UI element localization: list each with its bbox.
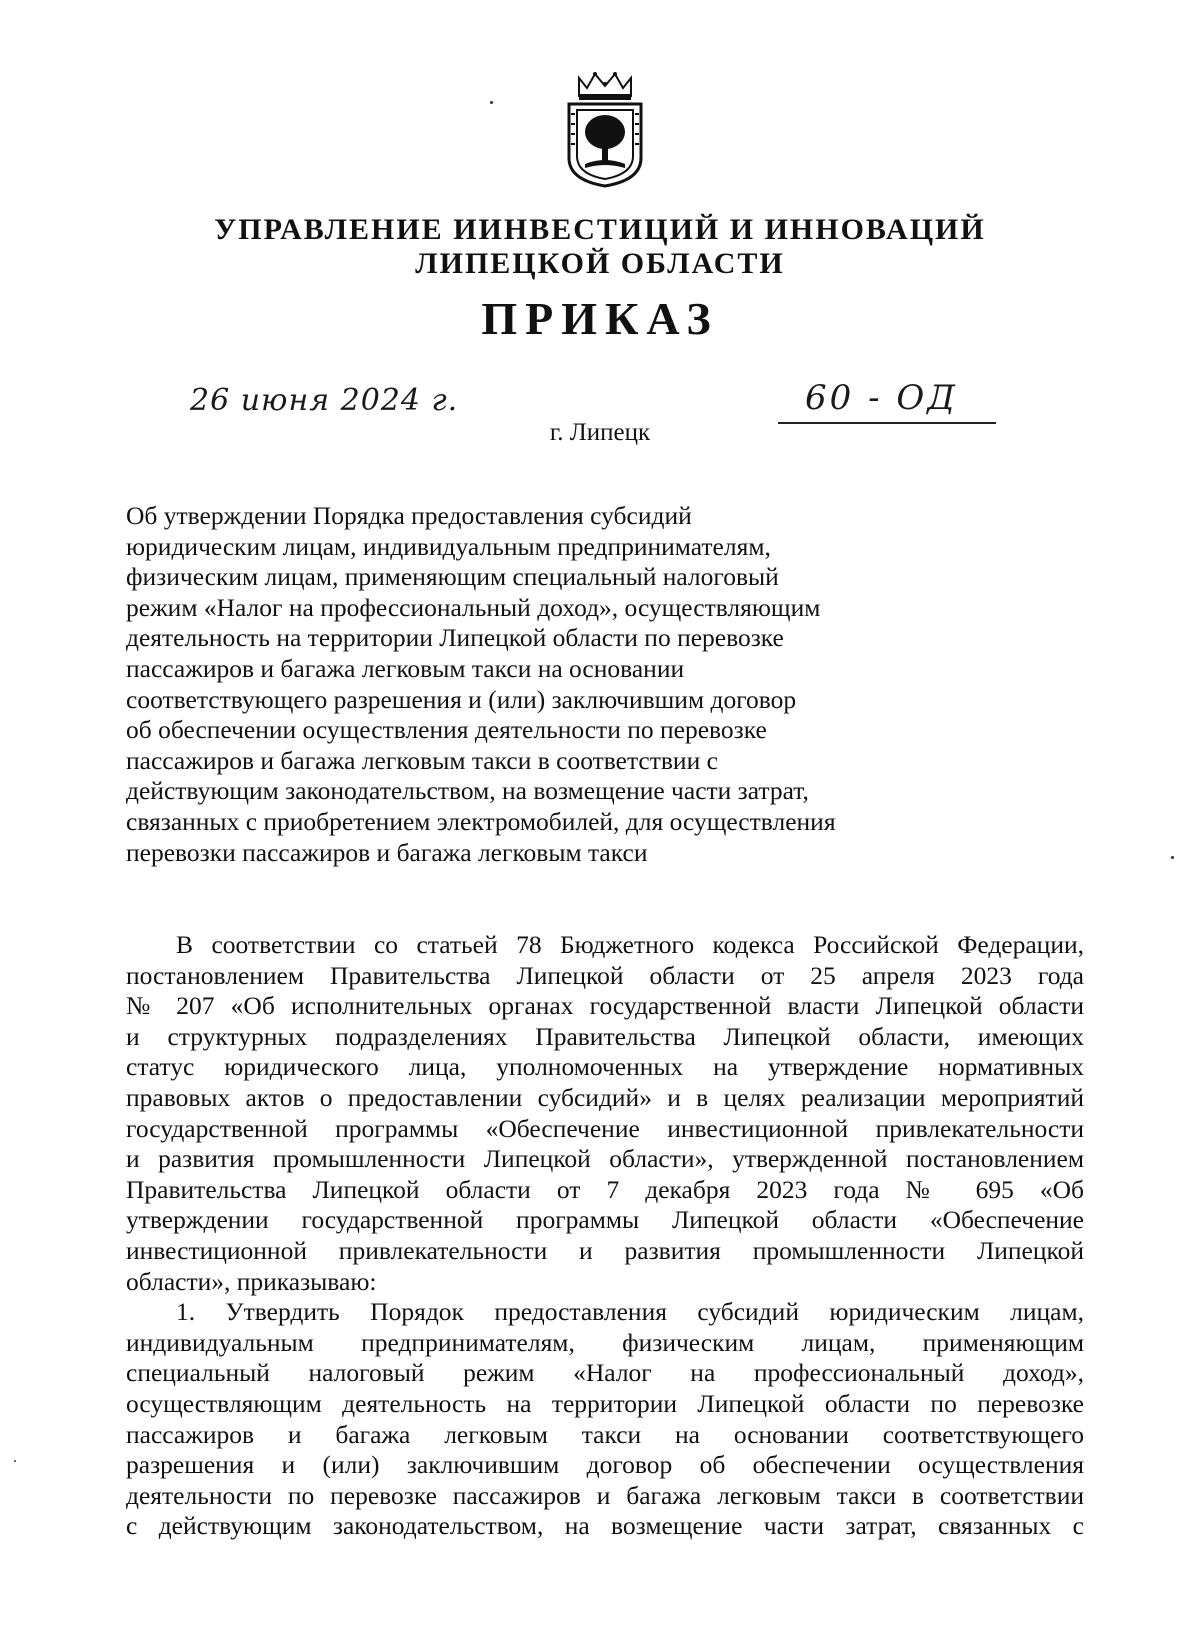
city-label: г. Липецк bbox=[549, 419, 651, 446]
subject-line: действующим законодательством, на возмещение части затрат, bbox=[126, 776, 809, 806]
order-date-handwritten: 26 июня 2024 г. bbox=[190, 383, 459, 418]
body-line: правовых актов о предоставлении субсидий» и в целях реализации мероприятий bbox=[126, 1082, 1084, 1112]
body-line: с действующим законодательством, на возмещение части затрат, связанных с bbox=[126, 1511, 1084, 1541]
body-line: инвестиционной привлекательности и развития промышленности Липецкой bbox=[126, 1235, 1084, 1265]
order-body bbox=[126, 930, 1084, 1542]
subject-line: связанных с приобретением электромобилей, для осуществления bbox=[126, 806, 836, 836]
subject-line: юридическим лицам, индивидуальным предпринимателям, bbox=[126, 531, 771, 561]
body-line: разрешения и (или) заключившим договор об обеспечении осуществления bbox=[126, 1450, 1084, 1480]
organization-name-line-1: УПРАВЛЕНИЕ ИИНВЕСТИЦИЙ И ИННОВАЦИЙ bbox=[214, 213, 986, 246]
document-type-title: ПРИКАЗ bbox=[481, 293, 719, 344]
subject-line: пассажиров и багажа легковым такси на основании bbox=[126, 653, 685, 683]
subject-line: пассажиров и багажа легковым такси в соответствии с bbox=[126, 745, 718, 775]
body-line: специальный налоговый режим «Налог на профессиональный доход», bbox=[126, 1358, 1084, 1388]
body-line: индивидуальным предпринимателям, физическим лицам, применяющим bbox=[126, 1327, 1084, 1357]
subject-line: режим «Налог на профессиональный доход», осуществляющим bbox=[126, 592, 821, 622]
subject-line: Об утверждении Порядка предоставления субсидий bbox=[126, 501, 692, 530]
body-line: статус юридического лица, уполномоченных на утверждение нормативных bbox=[126, 1052, 1084, 1082]
subject-line: об обеспечении осуществления деятельности по перевозке bbox=[126, 715, 767, 745]
body-line: государственной программы «Обеспечение инвестиционной привлекательности bbox=[126, 1113, 1084, 1143]
body-line: области», приказываю: bbox=[126, 1266, 377, 1296]
scan-speck bbox=[1171, 856, 1174, 859]
body-line: деятельности по перевозке пассажиров и багажа легковым такси в соответствии bbox=[126, 1480, 1084, 1510]
order-number-handwritten: 60 - ОД bbox=[805, 378, 958, 418]
body-line: В соответствии со статьей 78 Бюджетного кодекса Российской Федерации, bbox=[176, 930, 1084, 959]
body-line: и структурных подразделениях Правительства Липецкой области, имеющих bbox=[126, 1021, 1084, 1051]
body-line: пассажиров и багажа легковым такси на основании соответствующего bbox=[126, 1419, 1084, 1449]
body-line: постановлением Правительства Липецкой области от 25 апреля 2023 года bbox=[126, 960, 1084, 990]
subject-line: деятельность на территории Липецкой области по перевозке bbox=[126, 623, 784, 653]
body-line: № 207 «Об исполнительных органах государственной власти Липецкой области bbox=[126, 991, 1084, 1021]
body-line: осуществляющим деятельность на территории Липецкой области по перевозке bbox=[126, 1388, 1084, 1418]
subject-line: перевозки пассажиров и багажа легковым такси bbox=[126, 837, 648, 867]
order-subject bbox=[126, 501, 946, 868]
scan-speck bbox=[490, 101, 493, 104]
subject-line: физическим лицам, применяющим специальный налоговый bbox=[126, 562, 779, 592]
scan-speck bbox=[14, 1460, 16, 1462]
body-line: 1. Утвердить Порядок предоставления субсидий юридическим лицам, bbox=[176, 1297, 1084, 1327]
body-line: Правительства Липецкой области от 7 декабря 2023 года № 695 «Об bbox=[126, 1174, 1084, 1204]
coat-of-arms-icon bbox=[565, 70, 645, 188]
organization-name-line-2: ЛИПЕЦКОЙ ОБЛАСТИ bbox=[415, 247, 785, 280]
body-line: утверждении государственной программы Липецкой области «Обеспечение bbox=[126, 1205, 1084, 1235]
body-line: и развития промышленности Липецкой области», утвержденной постановлением bbox=[126, 1144, 1084, 1174]
subject-line: соответствующего разрешения и (или) заключившим договор bbox=[126, 684, 797, 714]
